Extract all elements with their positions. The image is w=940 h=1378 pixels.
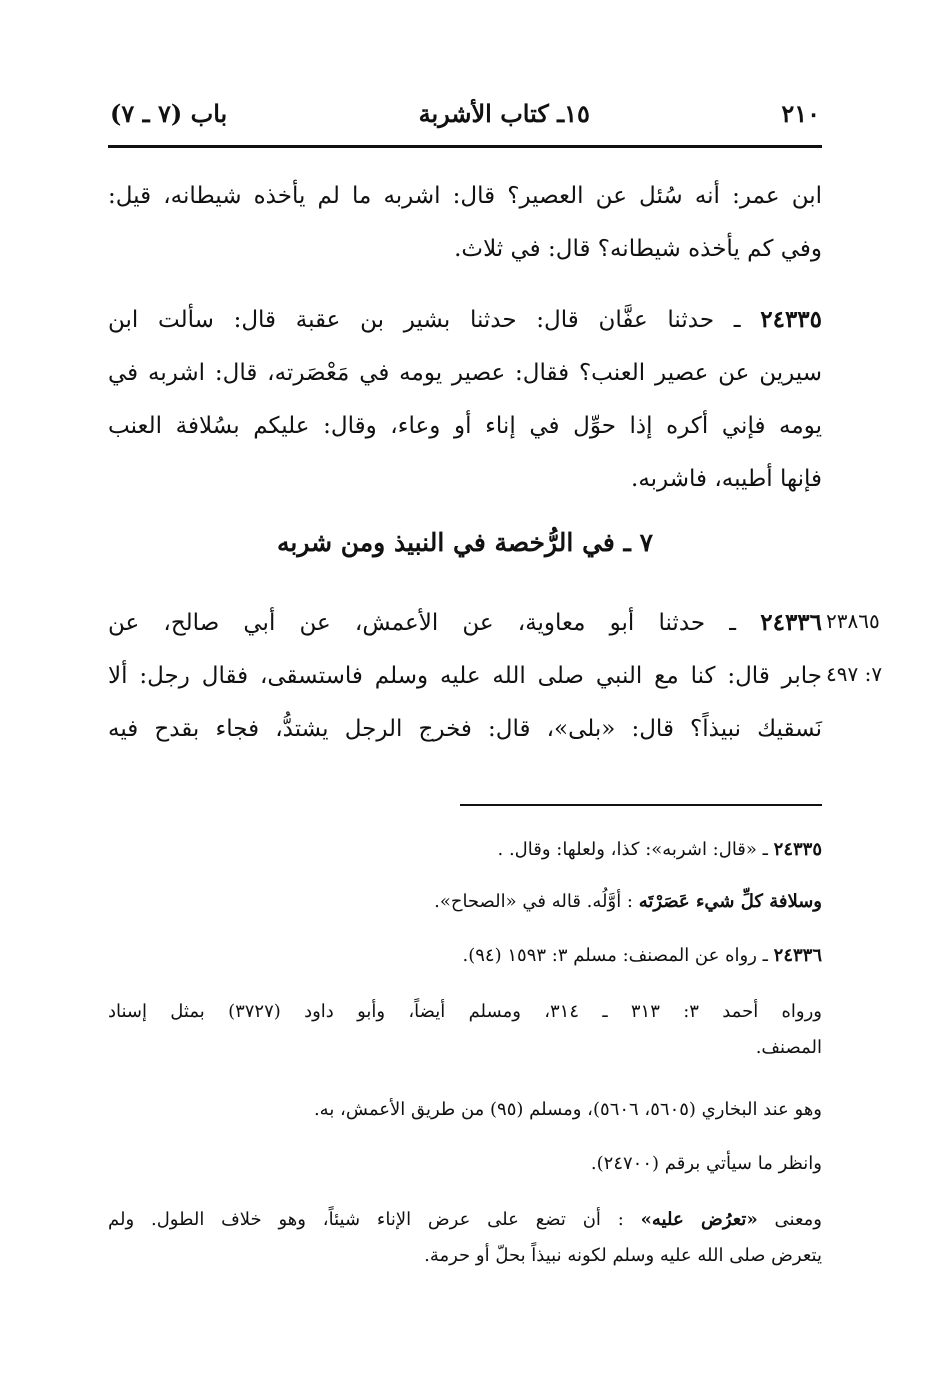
margin-reference: ٢٣٨٦٥ bbox=[826, 609, 880, 633]
footnote-term: وسلافة كلِّ شيء عَصَرْتَه bbox=[638, 891, 822, 912]
footnote-line bbox=[108, 832, 822, 868]
footnote-term: «تعرُض عليه» bbox=[640, 1209, 758, 1230]
footnote-line: يتعرض صلى الله عليه وسلم لكونه نبيذاً بحلّ أو حرمة. bbox=[424, 1245, 822, 1266]
text-line: جابر قال: كنا مع النبي صلى الله عليه وسلم فاستسقى، فقال رجل: ألا bbox=[108, 663, 822, 689]
header-chapter: باب (٧ ـ ٧) bbox=[110, 98, 228, 128]
paragraph-continuation bbox=[108, 170, 822, 276]
text-span: ـ «قال: اشربه»: كذا، ولعلها: وقال. . bbox=[497, 839, 768, 860]
text-span: ـ رواه عن المصنف: مسلم ٣: ١٥٩٣ (٩٤). bbox=[462, 945, 768, 966]
text-line bbox=[108, 596, 822, 650]
text-span: : أوَّلُه. قاله في «الصحاح». bbox=[434, 891, 633, 912]
text-span: ـ حدثنا عفَّان قال: حدثنا بشير بن عقبة قال: سألت ابن bbox=[108, 307, 741, 333]
footnote-number: ٢٤٣٣٦ bbox=[773, 945, 822, 966]
footnote-line: وهو عند البخاري (٥٦٠٥، ٥٦٠٦)، ومسلم (٩٥) من طريق الأعمش، به. bbox=[313, 1099, 822, 1120]
footnote-number: ٢٤٣٣٥ bbox=[773, 839, 822, 860]
footnote-line bbox=[108, 938, 822, 974]
text-line bbox=[108, 293, 822, 347]
header-book-title: ١٥ـ كتاب الأشربة bbox=[418, 98, 590, 128]
footnote bbox=[108, 1092, 822, 1128]
text-line: سيرين عن عصير العنب؟ فقال: عصير يومه في مَعْصَرته، قال: اشربه في bbox=[108, 360, 823, 386]
hadith-24336 bbox=[108, 596, 822, 756]
text-line: ابن عمر: أنه سُئل عن العصير؟ قال: اشربه ما لم يأخذه شيطانه، قيل: bbox=[108, 183, 822, 209]
footnote-line: وانظر ما سيأتي برقم (٢٤٧٠٠). bbox=[590, 1153, 822, 1174]
footnote-line: ورواه أحمد ٣: ٣١٣ ـ ٣١٤، ومسلم أيضاً، وأبو داود (٣٧٢٧) بمثل إسناد bbox=[108, 1001, 823, 1022]
margin-reference: ٧: ٤٩٧ bbox=[826, 662, 883, 686]
text-line: يومه فإني أكره إذا حوِّل في إناء أو وعاء، وقال: عليكم بسُلافة العنب bbox=[108, 413, 822, 439]
text-span: ـ حدثنا أبو معاوية، عن الأعمش، عن أبي صالح، عن bbox=[108, 610, 737, 636]
text-line: فإنها أطيبه، فاشربه. bbox=[631, 466, 822, 492]
text-span: : أن تضع على عرض الإناء شيئاً، وهو خلاف الطول. ولم bbox=[108, 1209, 624, 1230]
hadith-number: ٢٤٣٣٦ bbox=[760, 609, 823, 636]
footnote-line bbox=[108, 1202, 822, 1238]
text-line: نَسقيك نبيذاً؟ قال: «بلى»، قال: فخرج الرجل يشتدُّ، فجاء بقدح فيه bbox=[108, 716, 822, 742]
page-header bbox=[110, 90, 820, 136]
footnote bbox=[108, 1202, 822, 1274]
footnote-line: المصنف. bbox=[755, 1037, 822, 1058]
footnote bbox=[108, 832, 822, 868]
footnote-rule bbox=[460, 804, 822, 806]
footnote bbox=[108, 1146, 822, 1182]
footnote bbox=[108, 884, 822, 920]
footnote bbox=[108, 938, 822, 974]
hadith-number: ٢٤٣٣٥ bbox=[760, 306, 823, 333]
header-rule bbox=[108, 145, 822, 148]
section-heading: ٧ ـ في الرُّخصة في النبيذ ومن شربه bbox=[276, 528, 654, 557]
footnote-line bbox=[108, 884, 822, 920]
footnote bbox=[108, 994, 822, 1066]
hadith-24335 bbox=[108, 293, 822, 506]
text-line: وفي كم يأخذه شيطانه؟ قال: في ثلاث. bbox=[454, 236, 822, 262]
text-span: ومعنى bbox=[774, 1209, 822, 1230]
page-number: ٢١٠ bbox=[781, 98, 820, 128]
